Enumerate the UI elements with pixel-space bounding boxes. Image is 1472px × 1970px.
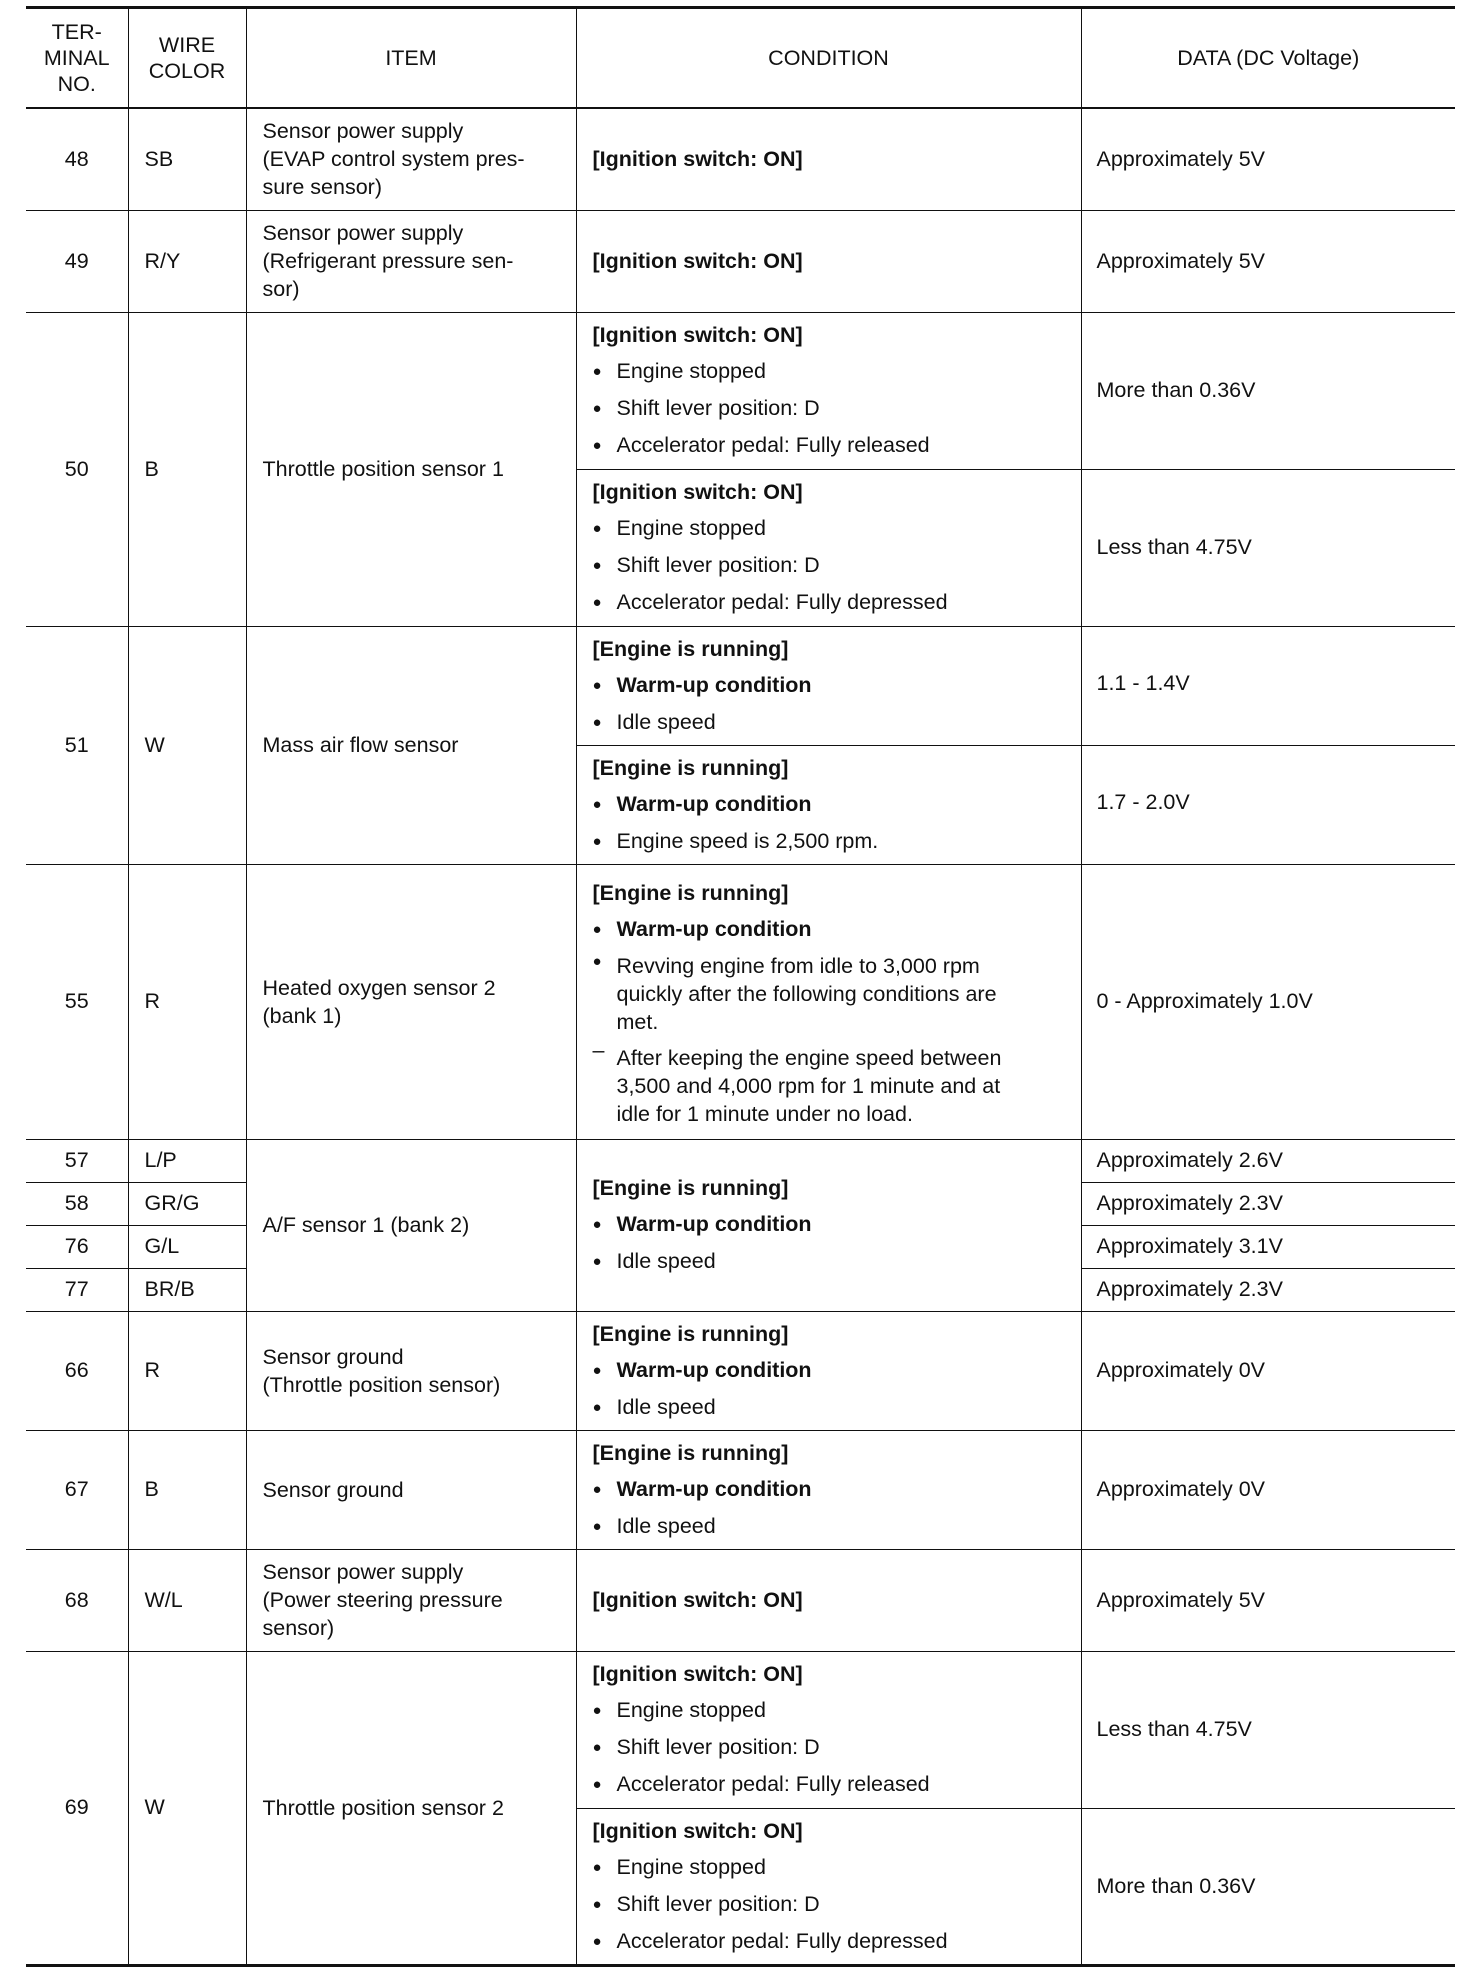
wire-color: GR/G xyxy=(128,1182,246,1225)
condition-cell xyxy=(576,1651,1081,1808)
terminal-number: 66 xyxy=(26,1311,128,1430)
condition-cell xyxy=(576,745,1081,864)
condition-bullet: ● Engine stopped xyxy=(593,510,1073,547)
item-cell: Throttle position sensor 2 xyxy=(246,1651,576,1965)
condition-bullet: ● Engine stopped xyxy=(593,1849,1073,1886)
condition-subitem xyxy=(593,1036,1073,1128)
table-row xyxy=(26,210,1455,312)
condition-heading: [Ignition switch: ON] xyxy=(592,1818,803,1843)
terminal-number: 58 xyxy=(26,1182,128,1225)
item-cell: Mass air flow sensor xyxy=(246,626,576,864)
item-line: Sensor power supply xyxy=(262,119,464,144)
subitem-line: idle for 1 minute under no load. xyxy=(616,1102,913,1126)
condition-cell xyxy=(576,626,1081,745)
condition-bullet: ● Warm-up condition xyxy=(593,786,1073,823)
ecm-terminal-table xyxy=(26,6,1455,1967)
data-value: Approximately 0V xyxy=(1081,1311,1455,1430)
item-line: (Power steering pressure xyxy=(262,1588,503,1612)
wire-color: R/Y xyxy=(128,210,246,312)
condition-heading: [Engine is running] xyxy=(592,1176,789,1200)
item-line: (Throttle position sensor) xyxy=(262,1372,501,1397)
data-value: Less than 4.75V xyxy=(1081,1651,1455,1808)
table-row xyxy=(26,1430,1455,1549)
condition-bullet: ● Idle speed xyxy=(593,704,1073,741)
terminal-number: 55 xyxy=(26,864,128,1139)
table-row xyxy=(26,312,1455,469)
item-line: Sensor power supply xyxy=(262,221,464,245)
header-row xyxy=(26,8,1455,109)
condition-bullet: ● Shift lever position: D xyxy=(593,390,1073,427)
data-value: More than 0.36V xyxy=(1081,312,1455,469)
item-line: (EVAP control system pres- xyxy=(262,147,525,172)
condition-cell xyxy=(576,1430,1081,1549)
item-header: ITEM xyxy=(246,8,576,109)
condition-bullet xyxy=(593,948,1073,1036)
condition-bullet: ● Warm-up condition xyxy=(593,667,1073,704)
condition-bullet: ● Accelerator pedal: Fully released xyxy=(593,427,1073,464)
condition-cell xyxy=(576,1808,1081,1965)
condition-heading: [Engine is running] xyxy=(592,755,789,780)
bullet-line: ● Revving engine from idle to 3,000 rpm xyxy=(616,954,980,978)
terminal-number: 49 xyxy=(26,210,128,312)
item-line: Sensor power supply xyxy=(262,1560,464,1584)
terminal-number: 68 xyxy=(26,1549,128,1651)
terminal-number: 57 xyxy=(26,1139,128,1182)
condition-bullet: ● Warm-up condition xyxy=(593,1352,1073,1389)
condition-bullet: ● Accelerator pedal: Fully released xyxy=(593,1766,1073,1803)
condition-cell xyxy=(576,469,1081,626)
item-line: Heated oxygen sensor 2 xyxy=(262,975,496,1000)
condition-bullet: ● Engine stopped xyxy=(593,1692,1073,1729)
condition-cell: [Ignition switch: ON] xyxy=(576,210,1081,312)
wire-color: BR/B xyxy=(128,1268,246,1311)
item-cell xyxy=(246,864,576,1139)
wire-color: R xyxy=(128,1311,246,1430)
item-line: sensor) xyxy=(262,1616,335,1640)
condition-bullet: ● Warm-up condition xyxy=(593,1206,1073,1243)
terminal-number: 51 xyxy=(26,626,128,864)
terminal-number: 77 xyxy=(26,1268,128,1311)
item-cell: A/F sensor 1 (bank 2) xyxy=(246,1139,576,1311)
data-header: DATA (DC Voltage) xyxy=(1081,8,1455,109)
data-value: Approximately 0V xyxy=(1081,1430,1455,1549)
condition-cell xyxy=(576,1139,1081,1311)
header-line: NO. xyxy=(57,72,96,96)
condition-bullet: ● Shift lever position: D xyxy=(593,547,1073,584)
data-value: Approximately 3.1V xyxy=(1081,1225,1455,1268)
wire-color: SB xyxy=(128,108,246,210)
data-value: Approximately 5V xyxy=(1081,1549,1455,1651)
item-cell: Throttle position sensor 1 xyxy=(246,312,576,626)
condition-cell xyxy=(576,864,1081,1139)
condition-bullet: ● Shift lever position: D xyxy=(593,1729,1073,1766)
terminal-number: 69 xyxy=(26,1651,128,1965)
condition-heading: [Ignition switch: ON] xyxy=(592,1662,803,1686)
item-cell xyxy=(246,210,576,312)
item-cell: Sensor ground xyxy=(246,1430,576,1549)
condition-cell: [Ignition switch: ON] xyxy=(576,1549,1081,1651)
wire-color: B xyxy=(128,312,246,626)
data-value: Approximately 2.6V xyxy=(1081,1139,1455,1182)
condition-bullet: ● Engine stopped xyxy=(593,353,1073,390)
data-value: 1.7 - 2.0V xyxy=(1081,745,1455,864)
item-line: sor) xyxy=(262,277,300,301)
item-cell xyxy=(246,1549,576,1651)
condition-cell xyxy=(576,1311,1081,1430)
table-row xyxy=(26,1139,1455,1182)
item-cell xyxy=(246,108,576,210)
data-value: 1.1 - 1.4V xyxy=(1081,626,1455,745)
table-row xyxy=(26,1311,1455,1430)
condition-heading: [Engine is running] xyxy=(592,1440,789,1465)
table-row xyxy=(26,1549,1455,1651)
header-line: MINAL xyxy=(43,46,110,70)
terminal-number: 50 xyxy=(26,312,128,626)
terminal-no-header xyxy=(26,8,128,109)
item-cell xyxy=(246,1311,576,1430)
condition-cell: [Ignition switch: ON] xyxy=(576,108,1081,210)
condition-header: CONDITION xyxy=(576,8,1081,109)
data-value: Less than 4.75V xyxy=(1081,469,1455,626)
bullet-line: met. xyxy=(616,1010,659,1034)
condition-heading: [Ignition switch: ON] xyxy=(592,323,803,347)
table-row xyxy=(26,108,1455,210)
terminal-number: 67 xyxy=(26,1430,128,1549)
item-line: Sensor ground xyxy=(262,1344,404,1369)
wire-color: W xyxy=(128,1651,246,1965)
condition-bullet: ● Shift lever position: D xyxy=(593,1886,1073,1923)
condition-bullet: ● Warm-up condition xyxy=(593,1471,1073,1508)
subitem-line: – After keeping the engine speed between xyxy=(616,1046,1002,1070)
item-line: sure sensor) xyxy=(262,175,382,200)
condition-bullet: ● Idle speed xyxy=(593,1389,1073,1426)
wire-color: W xyxy=(128,626,246,864)
table-row xyxy=(26,626,1455,745)
wire-color: G/L xyxy=(128,1225,246,1268)
data-value: 0 - Approximately 1.0V xyxy=(1081,864,1455,1139)
condition-heading: [Ignition switch: ON] xyxy=(592,480,803,504)
ecm-terminal-table-sheet xyxy=(26,6,1455,1967)
subitem-line: 3,500 and 4,000 rpm for 1 minute and at xyxy=(616,1074,1001,1098)
condition-bullet: ● Accelerator pedal: Fully depressed xyxy=(593,1923,1073,1960)
data-value: Approximately 5V xyxy=(1081,210,1455,312)
wire-color-header xyxy=(128,8,246,109)
condition-bullet: ● Accelerator pedal: Fully depressed xyxy=(593,584,1073,621)
wire-color: R xyxy=(128,864,246,1139)
terminal-number: 48 xyxy=(26,108,128,210)
table-row xyxy=(26,864,1455,1139)
condition-heading: [Engine is running] xyxy=(592,881,789,905)
table-row xyxy=(26,1651,1455,1808)
condition-bullet: ● Idle speed xyxy=(593,1508,1073,1545)
terminal-number: 76 xyxy=(26,1225,128,1268)
bullet-line: quickly after the following conditions are xyxy=(616,982,997,1006)
data-value: Approximately 2.3V xyxy=(1081,1182,1455,1225)
condition-bullet: ● Idle speed xyxy=(593,1243,1073,1280)
header-line: COLOR xyxy=(148,59,226,83)
condition-bullet: ● Warm-up condition xyxy=(593,911,1073,948)
header-line: WIRE xyxy=(158,33,216,57)
item-line: (Refrigerant pressure sen- xyxy=(262,249,514,273)
condition-cell xyxy=(576,312,1081,469)
data-value: Approximately 5V xyxy=(1081,108,1455,210)
condition-bullet: ● Engine speed is 2,500 rpm. xyxy=(593,823,1073,860)
header-line: TER- xyxy=(51,20,102,44)
condition-heading: [Engine is running] xyxy=(592,1321,789,1346)
data-value: More than 0.36V xyxy=(1081,1808,1455,1965)
wire-color: L/P xyxy=(128,1139,246,1182)
item-line: (bank 1) xyxy=(262,1003,342,1028)
condition-heading: [Engine is running] xyxy=(592,636,789,661)
wire-color: W/L xyxy=(128,1549,246,1651)
wire-color: B xyxy=(128,1430,246,1549)
data-value: Approximately 2.3V xyxy=(1081,1268,1455,1311)
